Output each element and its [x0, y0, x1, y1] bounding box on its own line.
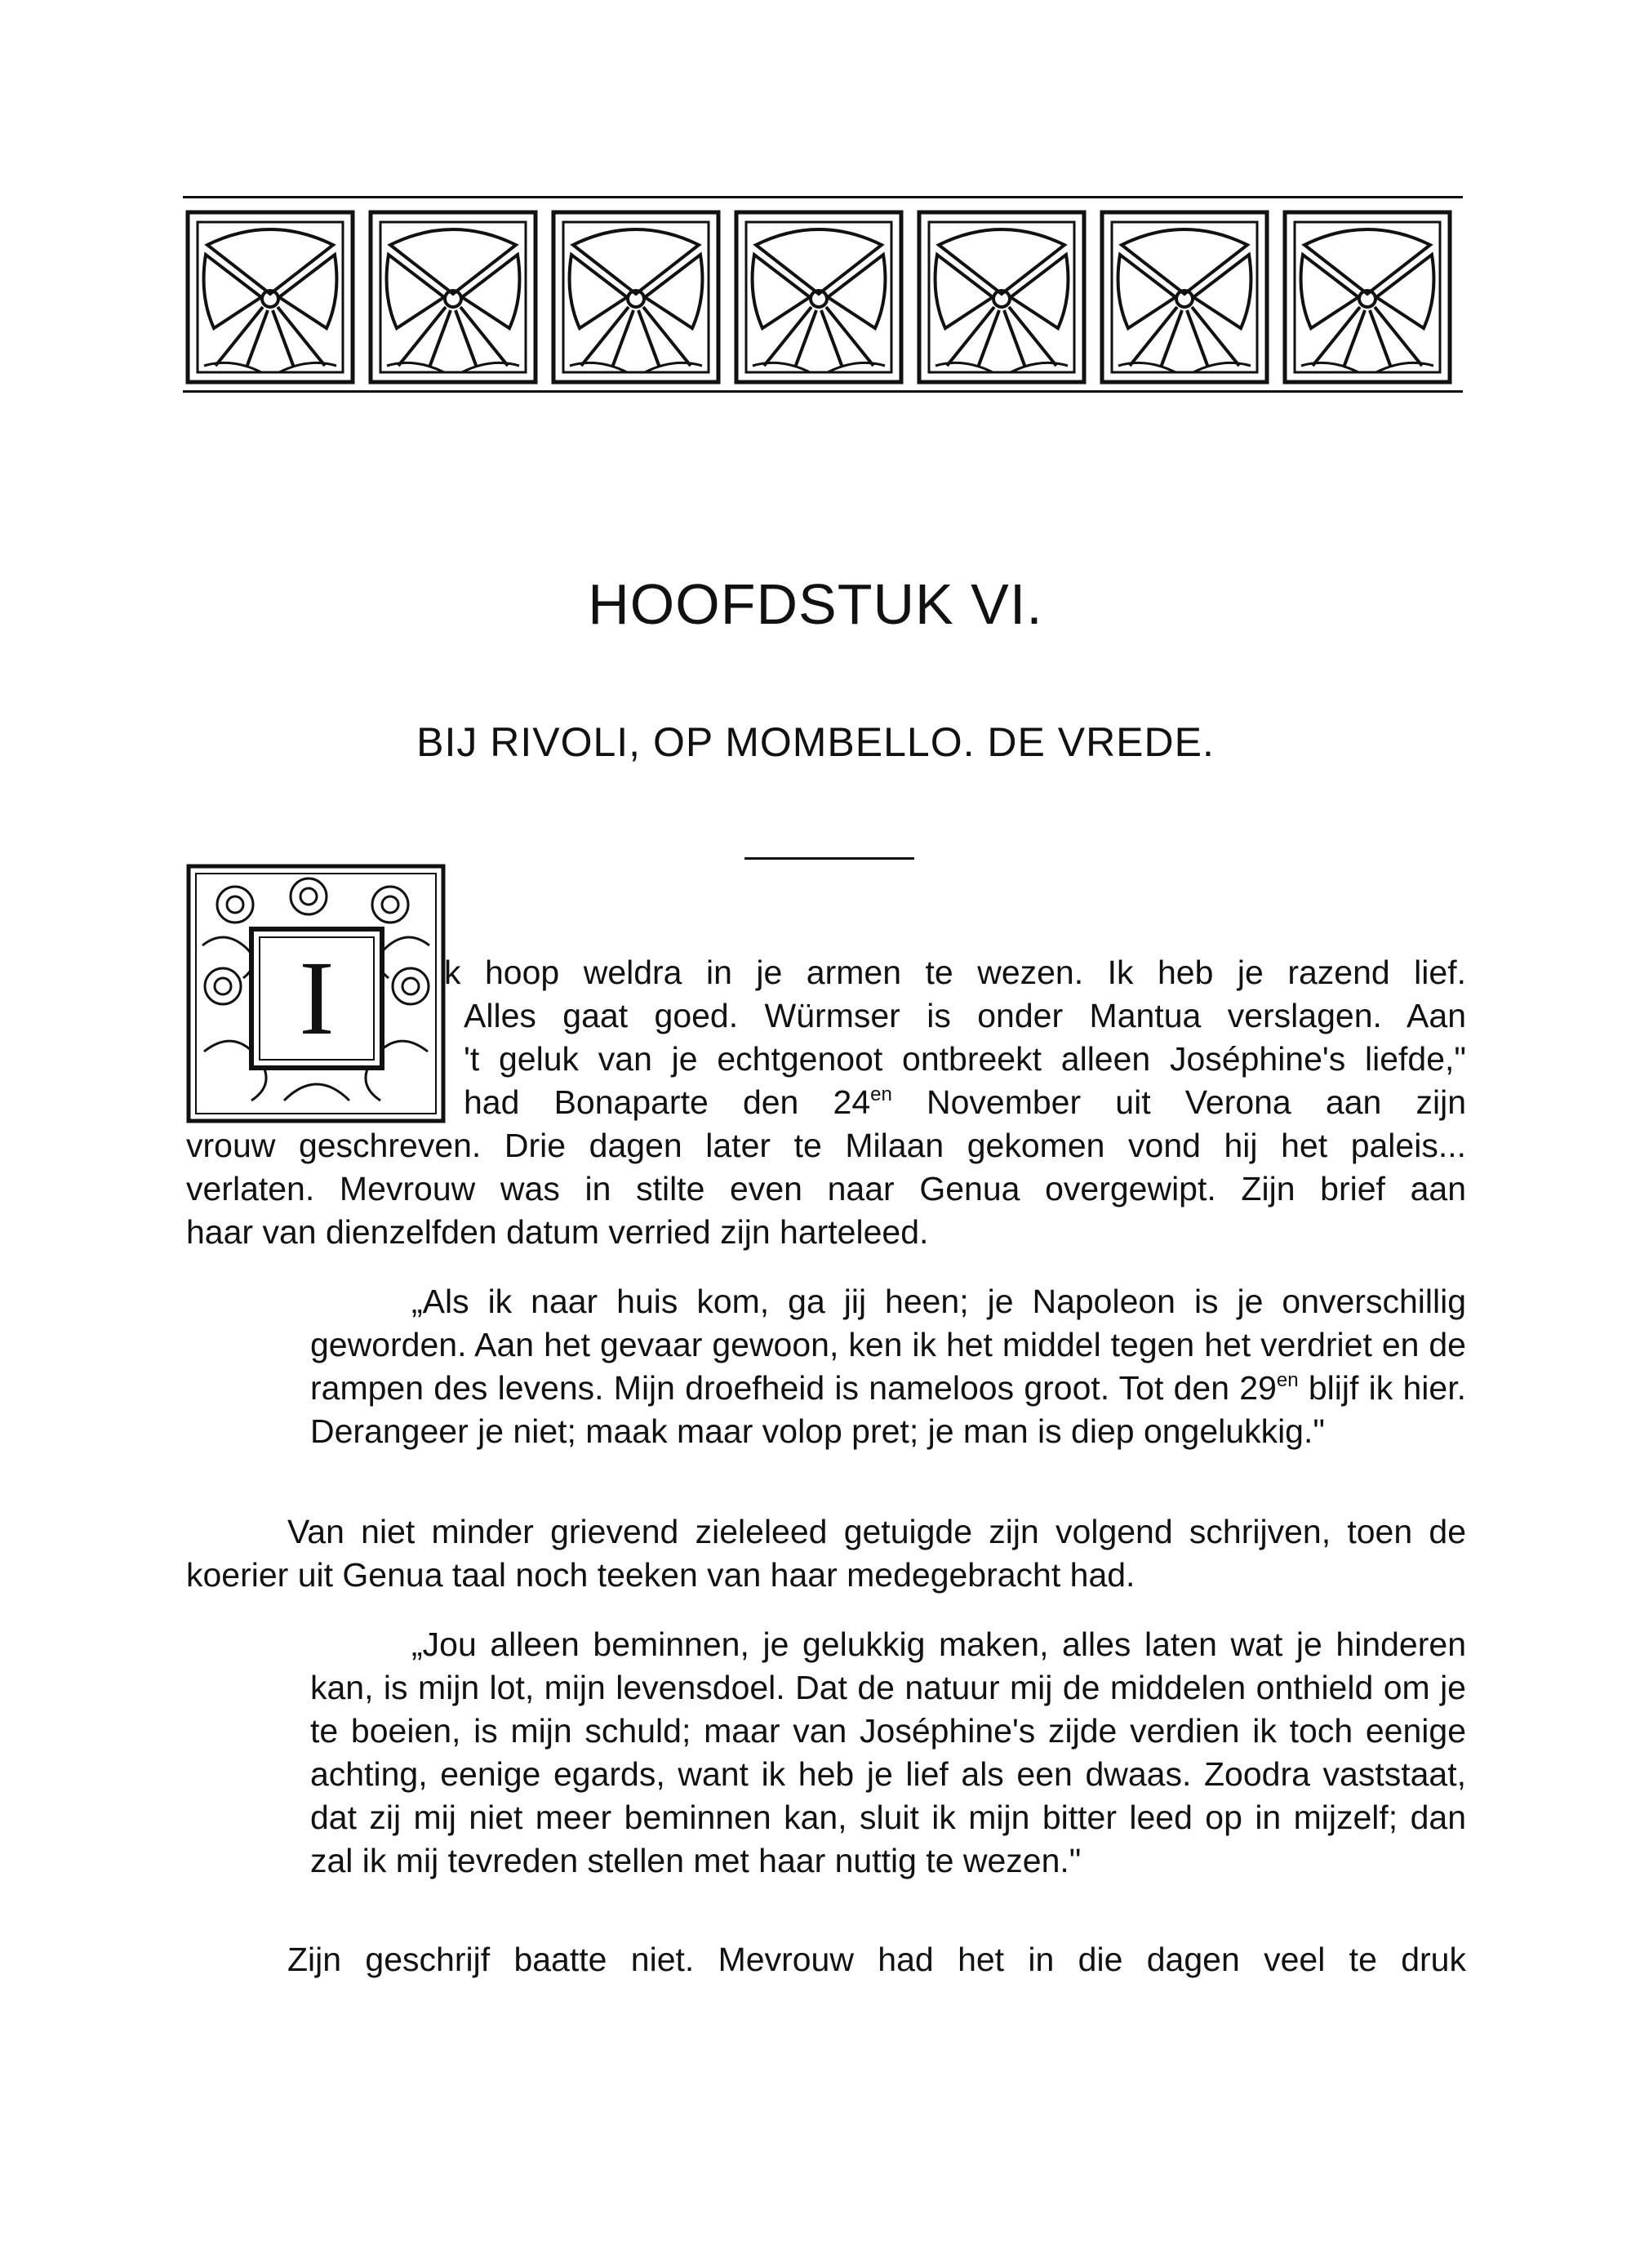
- ornament-band-svg: [183, 206, 1463, 389]
- text-line-5: vrouw geschreven. Drie dagen later te Milaan gekomen vond hij het paleis...: [186, 1127, 1466, 1164]
- header-rule-bottom: [183, 390, 1463, 393]
- text-line-7: haar van dienzelfden datum verried zijn harteleed.: [186, 1213, 929, 1251]
- decorative-initial: [186, 864, 446, 1123]
- body-paragraph-3: Zijn geschrijf baatte niet. Mevrouw had het in die dagen veel te druk: [287, 1941, 1466, 1978]
- quote-1-part-b: blijf ik hier. Derangeer je niet; maak maar volop pret; je man is diep ongelukkig.": [310, 1369, 1466, 1450]
- line-4-part-b: November uit Verona aan zijn: [891, 1083, 1466, 1121]
- body-paragraph-2: Van niet minder grievend zieleleed getuigde zijn volgend schrijven, toen de koerier uit Genua taal noch teeken van haar medegebracht had.: [186, 1513, 1466, 1594]
- text-line-3: 't geluk van je echtgenoot ontbreekt alleen Joséphine's liefde,": [464, 1040, 1466, 1078]
- line-4-part-a: had Bonaparte den 24: [464, 1083, 871, 1121]
- quote-paragraph-2: „Jou alleen beminnen, je gelukkig maken, alles laten wat je hinderen kan, is mijn lot, mijn levensdoel. Dat de natuur mij de middelen onthield om je te boeien, is mijn schuld; maar van Joséphine's zijde verdien ik toch eenige achting, eenige egards, want ik heb je lief als een dwaas. Zoodra vaststaat, dat zij mij niet meer beminnen kan, sluit ik mijn bitter leed op in mijzelf; dan zal ik mij tevreden stellen met haar nuttig te wezen.": [310, 1625, 1466, 1879]
- quote-1-superscript: en: [1276, 1369, 1299, 1391]
- initial-ornament-frame: [186, 864, 446, 1123]
- text-line-2: Alles gaat goed. Würmser is onder Mantua verslagen. Aan: [464, 997, 1466, 1034]
- chapter-subtitle: BIJ RIVOLI, OP MOMBELLO. DE VREDE.: [416, 719, 1215, 765]
- text-line-6: verlaten. Mevrouw was in stilte even naar Genua overgewipt. Zijn brief aan: [186, 1170, 1466, 1207]
- header-rule-top: [183, 196, 1463, 198]
- quote-paragraph-1: [310, 1280, 1466, 1453]
- text-line-4: [464, 1081, 1466, 1124]
- title-divider: [744, 857, 914, 860]
- line-4-superscript: en: [870, 1083, 892, 1105]
- ornamental-band: [183, 206, 1463, 389]
- quote-1-part-a: „Als ik naar huis kom, ga jij heen; je Napoleon is je onverschillig geworden. Aan het gevaar gewoon, ken ik het middel tegen het verdriet en de rampen des levens. Mijn droefheid is nameloos groot. Tot den 29: [310, 1283, 1466, 1407]
- initial-letter: I: [299, 940, 335, 1057]
- text-line-1: k hoop weldra in je armen te wezen. Ik heb je razend lief.: [444, 954, 1466, 991]
- chapter-title: HOOFDSTUK VI.: [588, 572, 1043, 636]
